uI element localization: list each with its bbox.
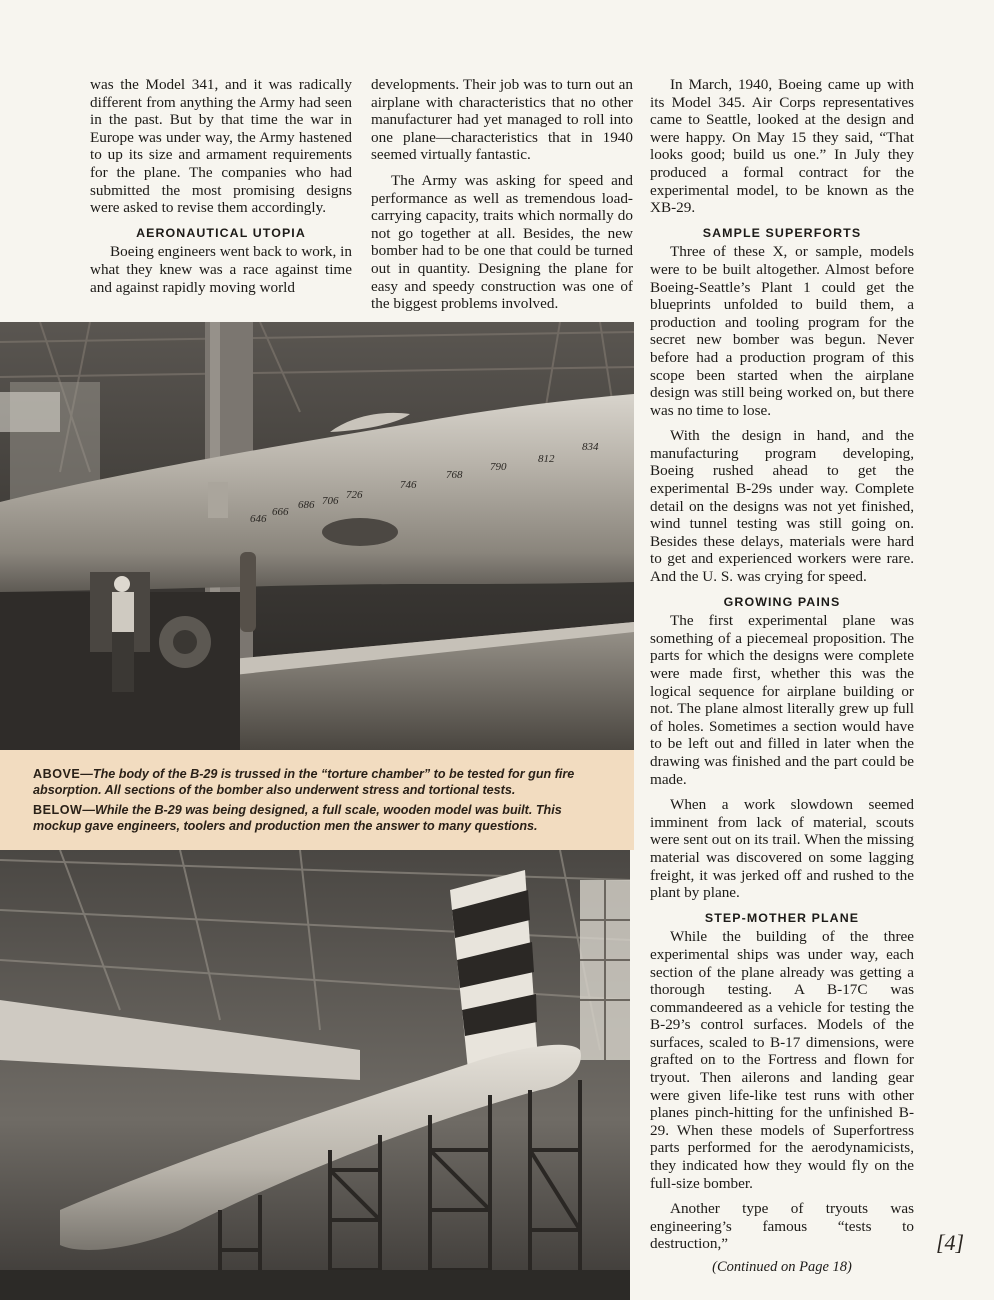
photo-caption-box	[0, 750, 634, 850]
section-heading: STEP-MOTHER PLANE	[704, 910, 860, 925]
page-number: [4]	[936, 1230, 965, 1255]
paragraph: With the design in hand, and the manufacturing program developing, Boeing rushed ahead to get the experimental B-29s under way. Complete detail on the designs was not yet finished, wind tunnel testing was still going on. Besides these delays, materials were hard to get and experienced workers were rare. And the U. S. was crying for speed.	[650, 427, 914, 586]
text-column-3	[650, 76, 914, 1285]
paragraph: When a work slowdown seemed imminent from lack of material, scouts were sent out on its trail. When the missing material was discovered on some lagging freight, it was jerked off and rushed to the plant by plane.	[650, 796, 914, 902]
text-column-2	[371, 76, 633, 321]
paragraph: The first experimental plane was something of a piecemeal proposition. The parts for which the designs were complete were made first, whether this was the logical sequence for airplane building or not. The plane almost literally grew up full of holes. Sometimes a section would have to be left out and filled in later when the drawing was finished and the part could be made.	[650, 612, 914, 788]
station-marking: 646	[250, 513, 267, 525]
paragraph: While the building of the three experimental ships was under way, each section of the plane already was getting a thorough testing. A B-17C was commandeered as a vehicle for testing the B-29’s control surfaces. Models of the surfaces, scaled to B-17 dimensions, were grafted on to the Fortress and flown for tryout. Then ailerons and landing gear were given life-like test runs with other planes pinch-hitting for the unfinished B-29. When these models of Superfortress parts performed for the aerodynamicists, they indicated how they would fly on the full-size bomber.	[650, 928, 914, 1192]
station-marking: 834	[582, 441, 599, 453]
paragraph: developments. Their job was to turn out an airplane with characteristics that no other manufacturer had yet managed to roll into one plane—characteristics that in 1940 seemed virtually fantastic.	[371, 76, 633, 164]
paragraph: Three of these X, or sample, models were to be built altogether. Almost before Boeing-Seattle’s Plant 1 could get the blueprints unfolded to build them, a production and tooling program for the secret new bomber was begun. Never before had a production program of this scope been started when the airplane design was still being worked on, but there was no time to lose.	[650, 243, 914, 419]
paragraph: The Army was asking for speed and performance as well as tremendous load-carrying capacity, traits which normally do not go together at all. Besides, the new bomber had to be one that could be turned out in quantity. Designing the plane for easy and speedy construction was one of the biggest problems involved.	[371, 171, 633, 313]
station-marking: 726	[346, 489, 363, 501]
continued-note: (Continued on Page 18)	[712, 1259, 852, 1275]
wooden-mockup-photo	[0, 850, 630, 1300]
fuselage-test-illustration	[0, 322, 634, 750]
paragraph: Another type of tryouts was engineering’s famous “tests to destruction,”	[650, 1200, 914, 1253]
section-heading: SAMPLE SUPERFORTS	[702, 225, 862, 240]
station-marking: 746	[400, 479, 417, 491]
station-marking: 666	[272, 506, 289, 518]
station-marking: 686	[298, 499, 315, 511]
mockup-illustration	[0, 850, 630, 1300]
text-column-1	[90, 76, 352, 304]
caption-above	[33, 766, 613, 798]
paragraph: Boeing engineers went back to work, in what they knew was a race against time and against rapidly moving world	[90, 243, 352, 296]
caption-below	[33, 802, 613, 834]
paragraph: In March, 1940, Boeing came up with its Model 345. Air Corps representatives came to Seattle, looked at the design and were happy. On May 15 they said, “That looks good; build us one.” In July they produced a formal contract for the experimental model, to be known as the XB-29.	[650, 76, 914, 217]
paragraph: was the Model 341, and it was radically different from anything the Army had seen in the past. But by that time the war in Europe was under way, the Army hastened to up its size and armament requirements for the plane. The companies who had submitted the most promising designs were asked to revise them accordingly.	[90, 76, 352, 217]
station-marking: 706	[322, 495, 339, 507]
station-marking: 790	[490, 461, 507, 473]
caption-label: BELOW	[33, 803, 83, 817]
caption-text: —While the B-29 was being designed, a full scale, wooden model was built. This mockup gave engineers, toolers and production men the answer to many questions.	[33, 803, 562, 833]
torture-chamber-photo	[0, 322, 634, 750]
station-marking: 812	[538, 453, 555, 465]
station-marking: 768	[446, 469, 463, 481]
caption-label: ABOVE	[33, 767, 81, 781]
section-heading: AERONAUTICAL UTOPIA	[136, 225, 306, 240]
section-heading: GROWING PAINS	[723, 594, 841, 609]
caption-text: —The body of the B-29 is trussed in the “torture chamber” to be tested for gun fire absorption. All sections of the bomber also underwent stress and tortional tests.	[33, 767, 575, 797]
